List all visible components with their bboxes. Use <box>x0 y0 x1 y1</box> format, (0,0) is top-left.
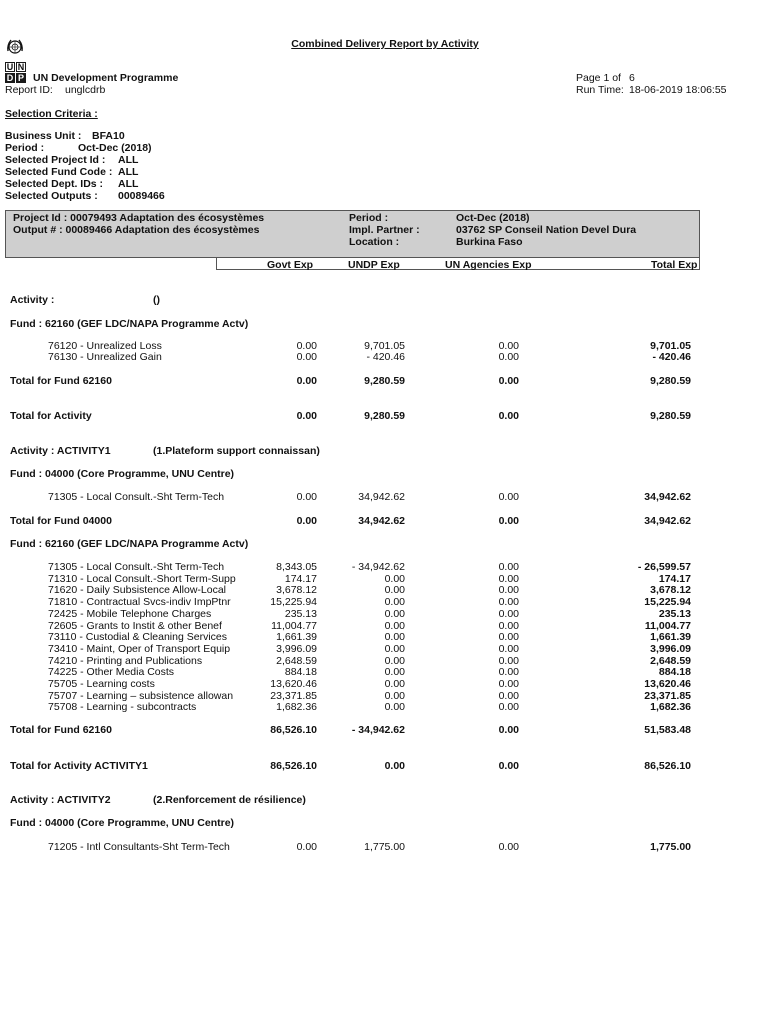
account-cell: 71810 - Contractual Svcs-indiv ImpPtnr <box>48 596 231 609</box>
govt-cell: 23,371.85 <box>270 689 317 702</box>
total-cell: 9,280.59 <box>650 375 691 387</box>
undp-cell: - 34,942.62 <box>351 561 405 573</box>
govt-cell: 0.00 <box>296 340 317 352</box>
govt-cell: 2,648.59 <box>276 654 317 667</box>
undp-cell: 0.00 <box>384 654 405 667</box>
fund-total-row <box>0 724 770 735</box>
activity-desc: () <box>153 294 160 306</box>
table-row <box>0 666 770 677</box>
fund-label: Selected Fund Code : <box>5 166 113 178</box>
undp-cell: 0.00 <box>384 596 405 609</box>
col-undp: UNDP Exp <box>348 259 400 271</box>
activity-label: Activity : ACTIVITY2 <box>10 794 111 806</box>
total-cell: 174.17 <box>658 572 691 585</box>
account-cell: 75707 - Learning – subsistence allowan <box>48 689 234 702</box>
unagencies-cell: 0.00 <box>498 515 519 527</box>
table-row <box>0 655 770 666</box>
un-emblem-icon <box>5 37 25 57</box>
govt-cell: 11,004.77 <box>271 619 317 632</box>
undp-cell: 0.00 <box>384 642 405 655</box>
govt-cell: 13,620.46 <box>270 678 317 690</box>
unagencies-cell: 0.00 <box>498 410 519 422</box>
unagencies-cell: 0.00 <box>498 584 519 597</box>
govt-cell: 0.00 <box>296 515 317 527</box>
activity-total-row <box>0 760 770 771</box>
undp-cell: 0.00 <box>384 631 405 644</box>
account-cell: 71305 - Local Consult.-Sht Term-Tech <box>48 561 225 573</box>
report-id: unglcdrb <box>65 84 106 96</box>
total-cell: 86,526.10 <box>644 760 691 772</box>
unagencies-cell: 0.00 <box>498 631 519 644</box>
box-period-label: Period : <box>349 212 389 224</box>
fund-heading: Fund : 04000 (Core Programme, UNU Centre) <box>10 468 235 480</box>
total-cell: 23,371.85 <box>644 689 691 702</box>
fund-heading: Fund : 62160 (GEF LDC/NAPA Programme Actv) <box>10 318 249 330</box>
unagencies-cell: 0.00 <box>498 596 519 609</box>
box-location-value: Burkina Faso <box>456 236 523 248</box>
account-cell: 72605 - Grants to Instit & other Benef <box>48 619 222 632</box>
col-total: Total Exp <box>651 259 698 271</box>
activity-desc: (2.Renforcement de résilience) <box>153 794 306 806</box>
table-row <box>0 340 770 351</box>
govt-cell: 0.00 <box>296 841 317 853</box>
table-row <box>0 678 770 689</box>
account-cell: 76130 - Unrealized Gain <box>48 351 162 363</box>
govt-cell: 174.17 <box>284 572 317 585</box>
total-cell: - 26,599.57 <box>637 561 691 573</box>
govt-cell: 15,225.94 <box>270 596 317 609</box>
period-value: Oct-Dec (2018) <box>78 142 152 154</box>
table-row <box>0 573 770 584</box>
undp-cell: 0.00 <box>384 584 405 597</box>
unagencies-cell: 0.00 <box>498 351 519 363</box>
table-row <box>0 561 770 572</box>
table-row <box>0 584 770 595</box>
fund-total-label: Total for Fund 04000 <box>10 515 112 527</box>
govt-cell: 3,678.12 <box>276 584 317 597</box>
account-cell: 75705 - Learning costs <box>48 678 155 690</box>
unagencies-cell: 0.00 <box>498 689 519 702</box>
fund-heading: Fund : 04000 (Core Programme, UNU Centre) <box>10 817 235 829</box>
total-cell: 235.13 <box>658 607 691 620</box>
table-row <box>0 841 770 852</box>
run-time: 18-06-2019 18:06:55 <box>629 84 727 96</box>
total-cell: 9,701.05 <box>650 340 691 352</box>
unagencies-cell: 0.00 <box>498 654 519 667</box>
report-id-label: Report ID: <box>5 84 53 96</box>
total-cell: 15,225.94 <box>644 596 691 609</box>
col-govt: Govt Exp <box>267 259 314 271</box>
project-value: ALL <box>118 154 139 166</box>
project-line: Project Id : 00079493 Adaptation des écosystèmes <box>13 212 265 224</box>
undp-cell: 34,942.62 <box>358 515 405 527</box>
activity-desc: (1.Plateform support connaissan) <box>153 445 320 457</box>
account-cell: 72425 - Mobile Telephone Charges <box>48 607 212 620</box>
table-row <box>0 351 770 362</box>
table-row <box>0 491 770 502</box>
total-cell: 34,942.62 <box>644 515 691 527</box>
total-cell: 9,280.59 <box>650 410 691 422</box>
table-row <box>0 643 770 654</box>
govt-cell: 0.00 <box>296 491 317 503</box>
total-cell: 34,942.62 <box>644 491 691 503</box>
activity-label: Activity : ACTIVITY1 <box>10 445 111 457</box>
table-row <box>0 620 770 631</box>
fund-total-label: Total for Fund 62160 <box>10 724 112 736</box>
logo-letter: N <box>17 62 25 72</box>
activity-total-row <box>0 410 770 421</box>
fund-heading: Fund : 62160 (GEF LDC/NAPA Programme Actv) <box>10 538 249 550</box>
account-cell: 71305 - Local Consult.-Sht Term-Tech <box>48 491 225 503</box>
activity-label: Activity : <box>10 294 55 306</box>
unagencies-cell: 0.00 <box>498 678 519 690</box>
undp-cell: 34,942.62 <box>358 491 405 503</box>
unagencies-cell: 0.00 <box>498 642 519 655</box>
box-partner-label: Impl. Partner : <box>349 224 420 236</box>
unagencies-cell: 0.00 <box>498 491 519 503</box>
govt-cell: 86,526.10 <box>270 760 317 772</box>
govt-cell: 3,996.09 <box>276 642 317 655</box>
govt-cell: 884.18 <box>284 666 317 679</box>
total-cell: 51,583.48 <box>644 724 691 736</box>
account-cell: 74210 - Printing and Publications <box>48 654 203 667</box>
unagencies-cell: 0.00 <box>498 666 519 679</box>
govt-cell: 0.00 <box>296 375 317 387</box>
run-time-label: Run Time: <box>576 84 624 96</box>
unagencies-cell: 0.00 <box>498 724 519 736</box>
unagencies-cell: 0.00 <box>498 701 519 714</box>
unagencies-cell: 0.00 <box>498 607 519 620</box>
page-label: Page 1 of <box>576 72 621 84</box>
unagencies-cell: 0.00 <box>498 841 519 853</box>
page-total: 6 <box>629 72 635 84</box>
account-cell: 73410 - Maint, Oper of Transport Equip <box>48 642 231 655</box>
fund-value: ALL <box>118 166 139 178</box>
govt-cell: 235.13 <box>284 607 317 620</box>
total-cell: 1,775.00 <box>650 841 691 853</box>
report-title: Combined Delivery Report by Activity <box>291 38 479 50</box>
activity-total-label: Total for Activity <box>10 410 92 422</box>
table-row <box>0 608 770 619</box>
project-label: Selected Project Id : <box>5 154 106 166</box>
output-line: Output # : 00089466 Adaptation des écosystèmes <box>13 224 260 236</box>
table-row <box>0 690 770 701</box>
account-cell: 74225 - Other Media Costs <box>48 666 175 679</box>
logo-letter: U <box>6 62 14 72</box>
total-cell: 2,648.59 <box>650 654 691 667</box>
business-unit-label: Business Unit : <box>5 130 82 142</box>
undp-cell: 0.00 <box>384 760 405 772</box>
undp-cell: 0.00 <box>384 619 405 632</box>
undp-cell: 9,280.59 <box>364 375 405 387</box>
undp-cell: 9,280.59 <box>364 410 405 422</box>
logo-letter: D <box>6 73 14 83</box>
period-label: Period : <box>5 142 45 154</box>
govt-cell: 0.00 <box>296 410 317 422</box>
account-cell: 71310 - Local Consult.-Short Term-Supp <box>48 572 236 585</box>
total-cell: 1,661.39 <box>650 631 691 644</box>
undp-cell: - 34,942.62 <box>351 724 405 736</box>
account-cell: 71205 - Intl Consultants-Sht Term-Tech <box>48 841 230 853</box>
fund-total-label: Total for Fund 62160 <box>10 375 112 387</box>
dept-label: Selected Dept. IDs : <box>5 178 104 190</box>
box-period-value: Oct-Dec (2018) <box>456 212 530 224</box>
account-cell: 71620 - Daily Subsistence Allow-Local <box>48 584 227 597</box>
box-location-label: Location : <box>349 236 400 248</box>
total-cell: 3,678.12 <box>650 584 691 597</box>
fund-total-row <box>0 515 770 526</box>
dept-value: ALL <box>118 178 139 190</box>
undp-cell: 0.00 <box>384 607 405 620</box>
org-name: UN Development Programme <box>33 72 179 84</box>
account-cell: 73110 - Custodial & Cleaning Services <box>48 631 227 644</box>
account-cell: 76120 - Unrealized Loss <box>48 340 162 352</box>
undp-cell: 0.00 <box>384 572 405 585</box>
undp-cell: 0.00 <box>384 666 405 679</box>
govt-cell: 86,526.10 <box>270 724 317 736</box>
undp-cell: 0.00 <box>384 678 405 690</box>
undp-cell: 1,775.00 <box>364 841 405 853</box>
total-cell: 3,996.09 <box>650 642 691 655</box>
criteria-heading: Selection Criteria : <box>5 108 98 120</box>
table-row <box>0 631 770 642</box>
activity-total-label: Total for Activity ACTIVITY1 <box>10 760 148 772</box>
total-cell: 13,620.46 <box>644 678 691 690</box>
unagencies-cell: 0.00 <box>498 619 519 632</box>
table-row <box>0 596 770 607</box>
undp-logo <box>5 37 27 83</box>
undp-cell: 9,701.05 <box>364 340 405 352</box>
govt-cell: 8,343.05 <box>276 561 317 573</box>
business-unit-value: BFA10 <box>92 130 125 142</box>
unagencies-cell: 0.00 <box>498 375 519 387</box>
undp-cell: - 420.46 <box>366 351 405 363</box>
table-row <box>0 701 770 712</box>
total-cell: 884.18 <box>658 666 691 679</box>
outputs-label: Selected Outputs : <box>5 190 98 202</box>
unagencies-cell: 0.00 <box>498 561 519 573</box>
total-cell: 11,004.77 <box>644 619 691 632</box>
total-cell: - 420.46 <box>652 351 691 363</box>
undp-cell: 0.00 <box>384 689 405 702</box>
outputs-value: 00089466 <box>118 190 165 202</box>
unagencies-cell: 0.00 <box>498 572 519 585</box>
unagencies-cell: 0.00 <box>498 760 519 772</box>
govt-cell: 1,661.39 <box>276 631 317 644</box>
unagencies-cell: 0.00 <box>498 340 519 352</box>
box-partner-value: 03762 SP Conseil Nation Devel Dura <box>456 224 637 236</box>
govt-cell: 0.00 <box>296 351 317 363</box>
undp-cell: 0.00 <box>384 701 405 714</box>
col-unagencies: UN Agencies Exp <box>445 259 532 271</box>
fund-total-row <box>0 375 770 386</box>
logo-letter: P <box>17 73 24 83</box>
account-cell: 75708 - Learning - subcontracts <box>48 701 197 714</box>
govt-cell: 1,682.36 <box>276 701 317 714</box>
total-cell: 1,682.36 <box>650 701 691 714</box>
